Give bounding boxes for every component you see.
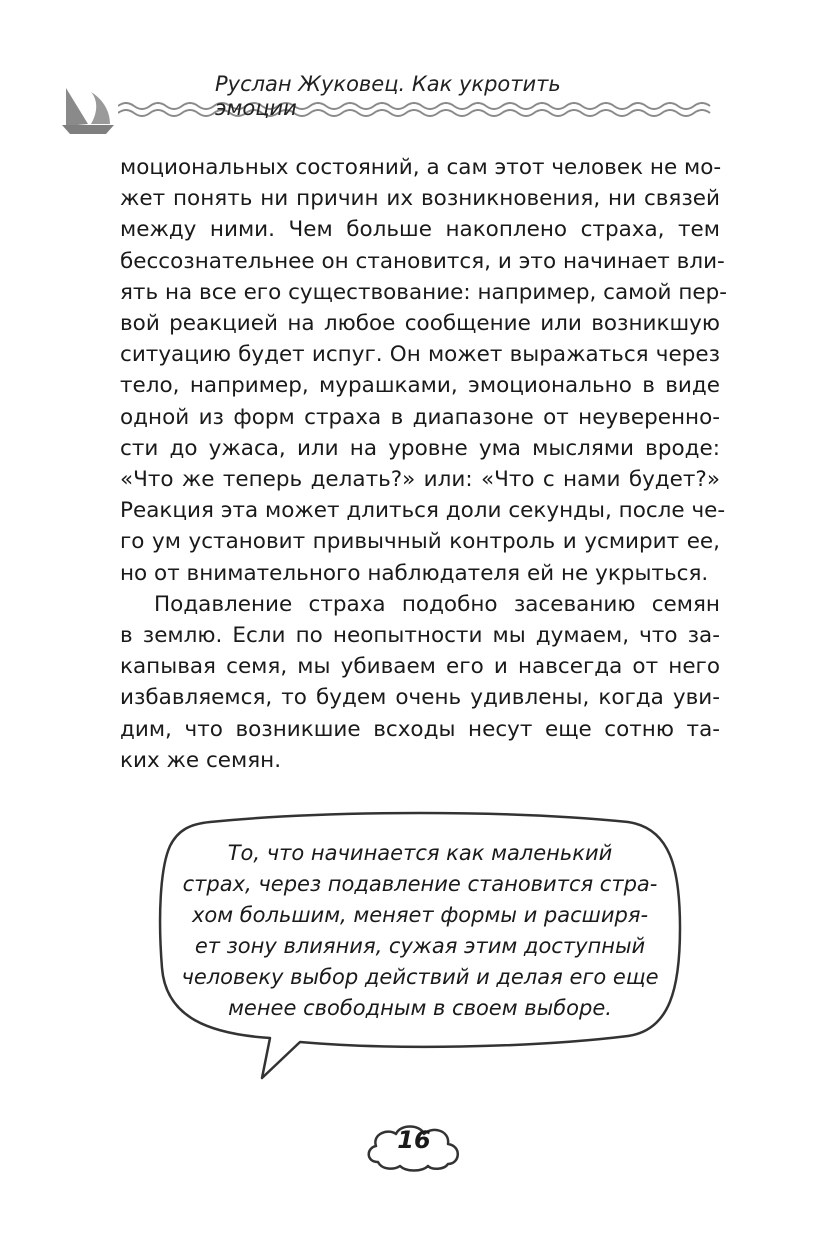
- paragraph-2: [120, 589, 720, 776]
- pull-quote: [160, 838, 680, 1024]
- text-line: избавляемся, то будем очень удивлены, когда уви-: [120, 685, 720, 711]
- text-line: в землю. Если по неопытности мы думаем, что за-: [120, 623, 720, 649]
- text-line: жет понять ни причин их возникновения, ни связей: [120, 186, 720, 212]
- text-line: между ними. Чем больше накоплено страха, тем: [120, 217, 720, 243]
- text-line: «Что же теперь делать?» или: «Что с нами будет?»: [120, 467, 720, 493]
- body-text: [120, 152, 728, 776]
- text-line: Подавление страха подобно засеванию семян: [154, 591, 720, 617]
- running-header-title: Руслан Жуковец. Как укротить эмоции: [215, 72, 561, 120]
- text-line: тело, например, мурашками, эмоционально в виде: [120, 373, 720, 399]
- quote-line: хом большим, меняет формы и расширя-: [191, 903, 649, 927]
- quote-line: менее свободным в своем выборе.: [228, 996, 612, 1020]
- text-line: го ум установит привычный контроль и усмирит ее,: [120, 529, 720, 555]
- paragraph-1: [120, 152, 728, 589]
- text-line: дим, что возникшие всходы несут еще сотню та-: [120, 716, 720, 742]
- text-line: ять на все его существование: например, самой пер-: [120, 279, 728, 305]
- text-line: но от внимательного наблюдателя ей не укрыться.: [120, 560, 709, 586]
- quote-line: человеку выбор действий и делая его еще: [181, 965, 659, 989]
- text-line: Реакция эта может длиться доли секунды, после че-: [120, 498, 726, 524]
- text-line: сти до ужаса, или на уровне ума мыслями вроде:: [120, 435, 720, 461]
- text-line: одной из форм страха в диапазоне от неуверенно-: [120, 404, 720, 430]
- text-line: бессознательнее он становится, и это начинает вли-: [120, 248, 725, 274]
- page-number: 16: [397, 1126, 431, 1154]
- quote-line: То, что начинается как маленький: [227, 841, 613, 865]
- quote-line: ет зону влияния, сужая этим доступный: [194, 934, 646, 958]
- text-line: капывая семя, мы убиваем его и навсегда от него: [120, 654, 720, 680]
- text-line: вой реакцией на любое сообщение или возникшую: [120, 311, 720, 337]
- text-line: моциональных состояний, а сам этот человек не мо-: [120, 155, 722, 180]
- text-line: ситуацию будет испуг. Он может выражаться через: [120, 342, 720, 368]
- quote-line: страх, через подавление становится стра-: [182, 872, 658, 896]
- text-line: ких же семян.: [120, 747, 282, 773]
